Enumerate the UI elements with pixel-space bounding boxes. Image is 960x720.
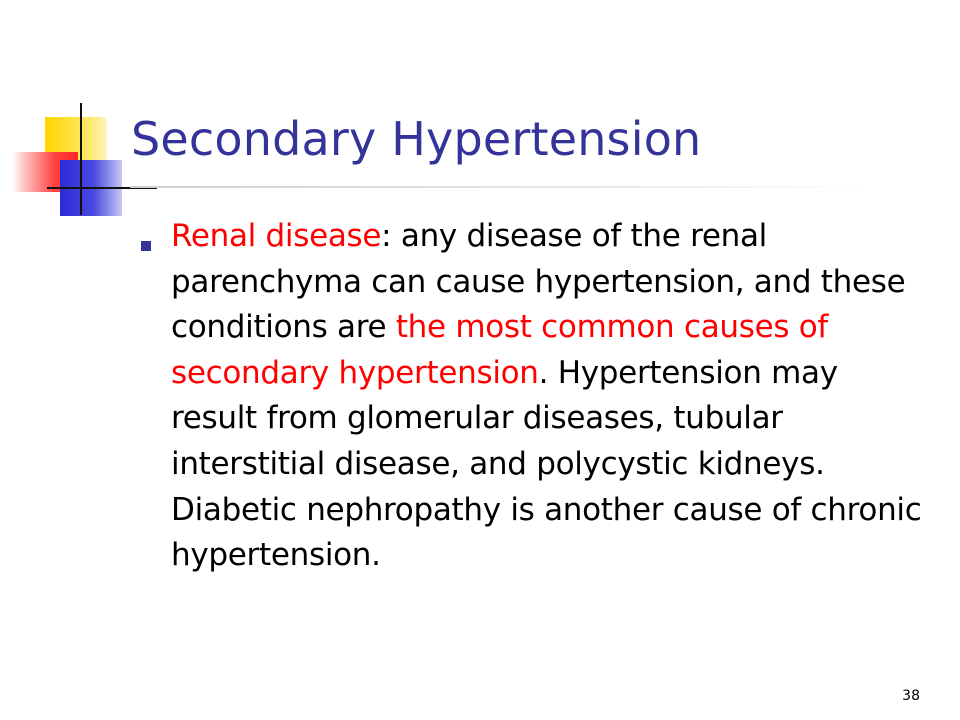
bullet-marker: [141, 241, 151, 251]
bullet-lead-term: Renal disease: [171, 218, 382, 254]
vertical-line-decoration: [80, 103, 82, 215]
bullet-text: [171, 214, 931, 579]
slide-title: Secondary Hypertension: [131, 112, 702, 166]
bullet-text-part-1: : any disease of the renal parenchyma can cause hypertension, and these conditions are: [171, 218, 906, 346]
title-underline: [130, 186, 870, 188]
decorative-logo: [0, 0, 140, 230]
bullet-emphasis: the most common causes of secondary hypertension: [171, 309, 829, 391]
page-number: 38: [902, 688, 920, 704]
bullet-text-part-2: . Hypertension may result from glomerular diseases, tubular interstitial disease, and polycystic kidneys. Diabetic nephropathy is another cause of chronic hypertension.: [171, 354, 922, 574]
